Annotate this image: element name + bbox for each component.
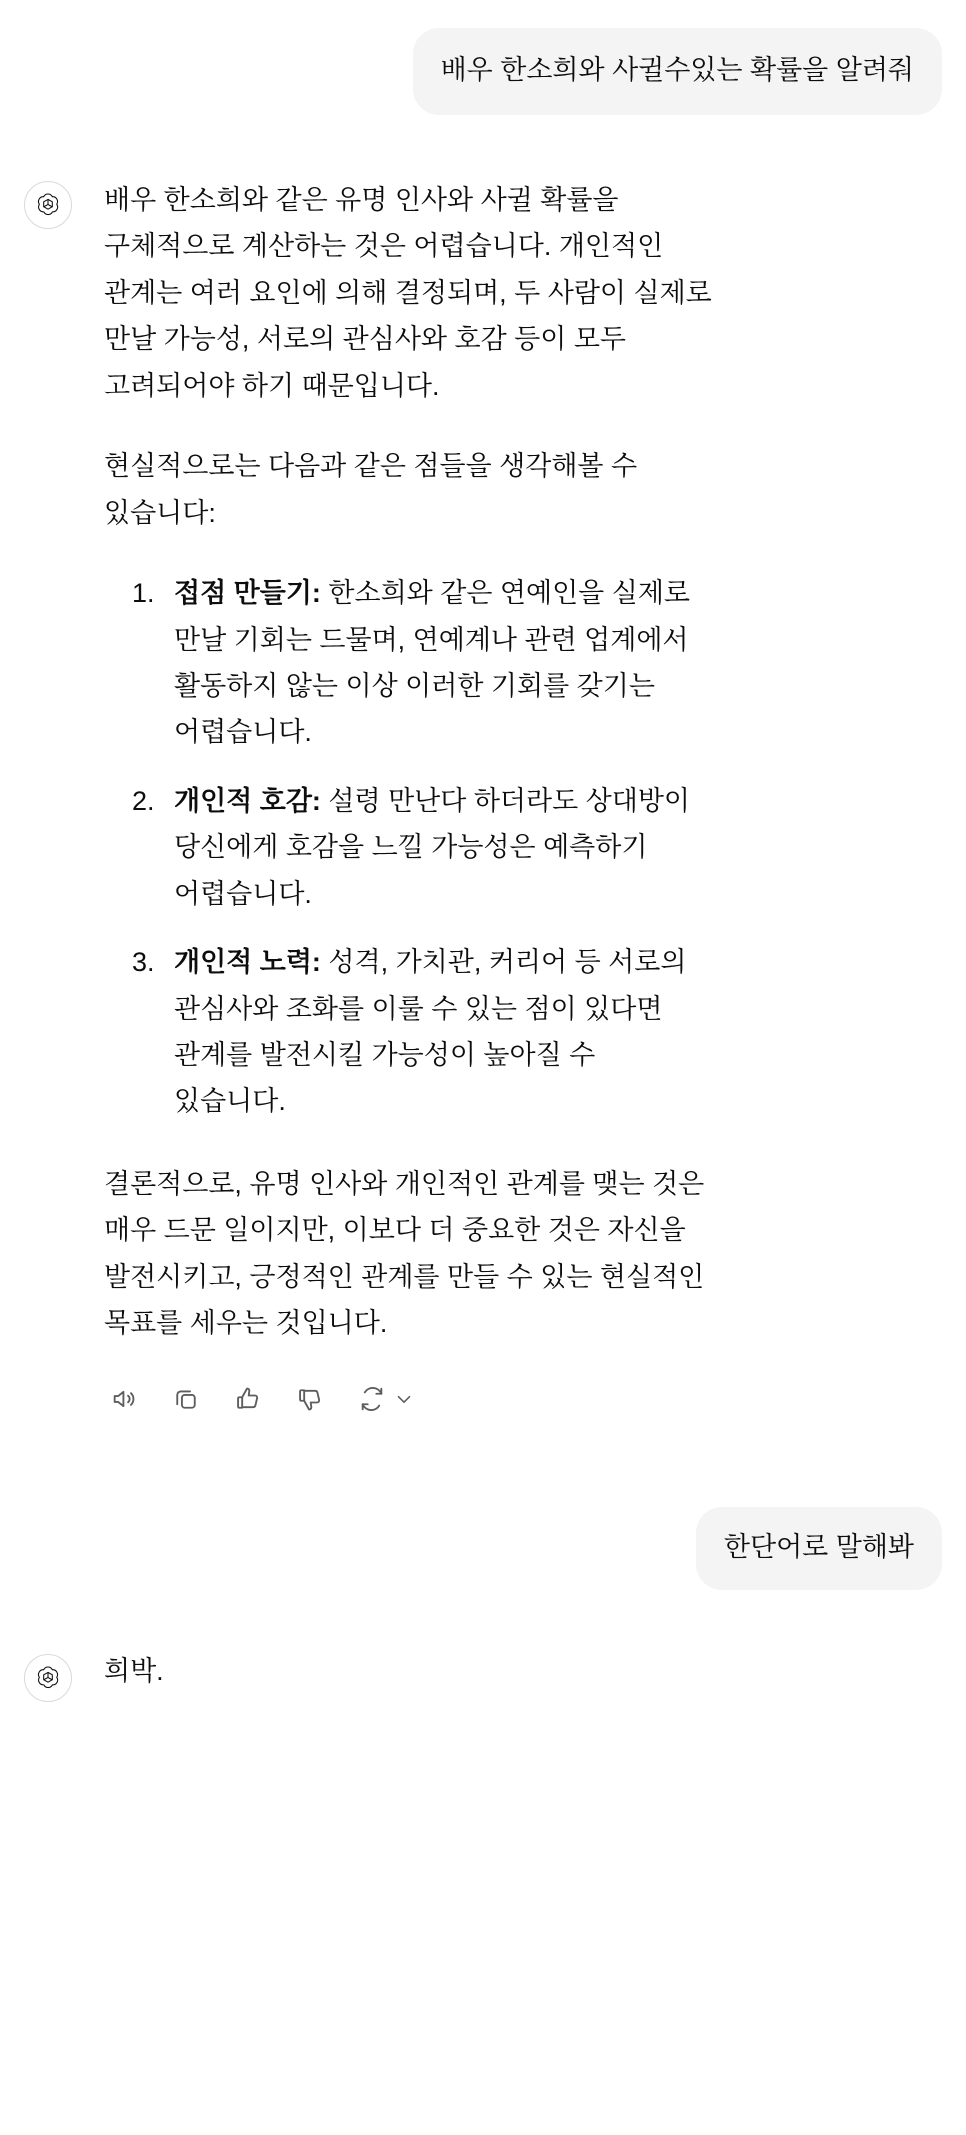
list-item-text: 한소희와 같은 연예인을 실제로 만날 기회는 드물며, 연예계나 관련 업계에서 활동하지 않는 이상 이러한 기회를 갖기는 어렵습니다. bbox=[174, 578, 690, 748]
assistant-message-row bbox=[24, 1650, 942, 1702]
assistant-closing-paragraph: 결론적으로, 유명 인사와 개인적인 관계를 맺는 것은 매우 드문 일이지만, 이보다 더 중요한 것은 자신을 발전시키고, 긍정적인 관계를 만들 수 있는 현실적인 목표를 세우는 것입니다. bbox=[104, 1168, 705, 1339]
user-message-bubble: 한단어로 말해봐 bbox=[696, 1507, 942, 1590]
list-item bbox=[162, 778, 714, 917]
assistant-message-content: 희박. bbox=[104, 1655, 164, 1686]
assistant-paragraph-1: 배우 한소희와 같은 유명 인사와 사귈 확률을 구체적으로 계산하는 것은 어렵습니다. 개인적인 관계는 여러 요인에 의해 결정되며, 두 사람이 실제로 만날 가능성, 서로의 관심사와 호감 등이 모두 고려되어야 하기 때문입니다. bbox=[104, 185, 712, 401]
thumbs-up-button[interactable] bbox=[230, 1381, 266, 1417]
list-item-text: 설령 만난다 하더라도 상대방이 당신에게 호감을 느낄 가능성은 예측하기 어렵습니다. bbox=[174, 785, 690, 909]
list-item-lead: 개인적 호감: bbox=[174, 785, 321, 816]
list-item-lead: 접점 만들기: bbox=[174, 578, 321, 609]
openai-logo-icon bbox=[24, 181, 72, 229]
openai-logo-icon bbox=[24, 1654, 72, 1702]
chevron-down-icon[interactable] bbox=[392, 1387, 416, 1411]
assistant-numbered-list bbox=[104, 570, 714, 1125]
list-item-lead: 개인적 노력: bbox=[174, 947, 321, 978]
message-action-bar bbox=[104, 1381, 714, 1417]
list-item bbox=[162, 570, 714, 756]
user-message-bubble: 배우 한소희와 사귈수있는 확률을 알려줘 bbox=[413, 28, 942, 115]
user-message-row bbox=[24, 1507, 942, 1590]
list-item-text: 성격, 가치관, 커리어 등 서로의 관심사와 조화를 이룰 수 있는 점이 있다면 관계를 발전시킬 가능성이 높아질 수 있습니다. bbox=[174, 947, 687, 1117]
thumbs-down-button[interactable] bbox=[292, 1381, 328, 1417]
bottom-spacer bbox=[24, 1702, 942, 1742]
read-aloud-button[interactable] bbox=[106, 1381, 142, 1417]
copy-button[interactable] bbox=[168, 1381, 204, 1417]
regenerate-button[interactable] bbox=[354, 1381, 416, 1417]
regenerate-icon[interactable] bbox=[354, 1381, 390, 1417]
user-message-row bbox=[24, 28, 942, 115]
list-item bbox=[162, 939, 714, 1125]
assistant-message-content bbox=[104, 177, 714, 1417]
assistant-paragraph-2: 현실적으로는 다음과 같은 점들을 생각해볼 수 있습니다: bbox=[104, 451, 638, 528]
assistant-message-row bbox=[24, 177, 942, 1417]
